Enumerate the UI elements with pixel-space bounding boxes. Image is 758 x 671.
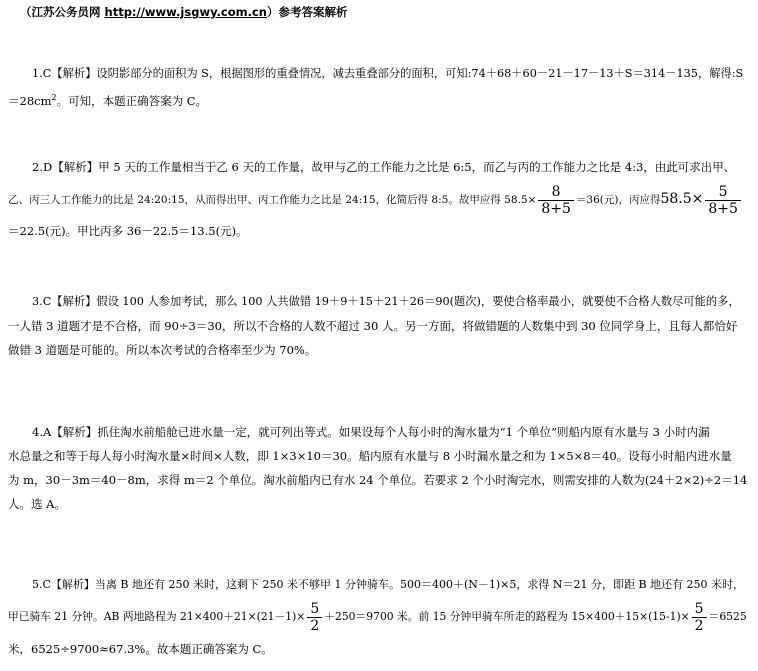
- header-suffix: ）参考答案解析: [266, 5, 348, 19]
- answer-1-area: ＝28cm: [8, 93, 52, 108]
- answer-2-text-a: 乙、丙三人工作能力的比是 24:20:15，从而得出甲、丙工作能力之比是 24:15，化简后得 8:5。故甲应得 58.5×: [8, 194, 537, 206]
- answer-2-fraction-1: [538, 184, 574, 217]
- answer-4: [8, 420, 752, 516]
- fraction-3-denominator: 2: [310, 617, 320, 634]
- answer-4-line-4: 人。选 A。: [8, 497, 66, 511]
- answer-5-line-2: [8, 597, 752, 637]
- answer-5: [8, 573, 752, 661]
- answer-2-line-1: 2.D【解析】甲 5 天的工作量相当于乙 6 天的工作量，故甲与乙的工作能力之比是 6:5，而乙与丙的工作能力之比是 4:3，由此可求出甲、: [32, 160, 736, 174]
- answer-3-line-3: 做错 3 道题是可能的。所以本次考试的合格率至少为 70%。: [8, 343, 317, 357]
- answer-1-line-1: 1.C【解析】设阴影部分的面积为 S，根据图形的重叠情况，减去重叠部分的面积，可知:74＋68＋60－21－17－13＋S＝314－135，解得:S: [32, 67, 744, 80]
- answer-5-line-1: 5.C【解析】当离 B 地还有 250 米时，这剩下 250 米不够甲 1 分钟骑车。500＝400＋(N－1)×5，求得 N＝21 分，即距 B 地还有 250 米时，: [32, 578, 745, 591]
- page-header: [20, 4, 347, 20]
- fraction-2-numerator: 5: [705, 184, 741, 201]
- answer-1-line-2: [8, 86, 752, 110]
- site-link[interactable]: http://www.jsgwy.com.cn: [104, 5, 267, 19]
- answer-5-line-3: 米，6525÷9700≈67.3%。故本题正确答案为 C。: [8, 642, 273, 656]
- fraction-1-denominator: 8+5: [541, 200, 571, 217]
- answer-2-line-2: [8, 179, 752, 219]
- answer-3: [8, 290, 752, 362]
- answer-2-line-3: ＝22.5(元)。甲比丙多 36－22.5＝13.5(元)。: [8, 224, 248, 238]
- fraction-4-numerator: 5: [692, 601, 707, 618]
- fraction-4-denominator: 2: [694, 617, 704, 634]
- answer-5-text-a: 甲已骑车 21 分钟。AB 两地路程为 21×400＋21×(21－1)×: [8, 610, 306, 623]
- answer-1-sup: 2: [51, 93, 57, 102]
- answer-4-line-1: 4.A【解析】抓住淘水前船舱已进水量一定，就可列出等式。如果设每个人每小时的淘水量为“1 个单位”则船内原有水量与 3 小时内漏: [32, 425, 710, 439]
- answer-5-fraction-1: [307, 601, 322, 634]
- answer-4-line-3: 为 m，30－3m＝40－8m，求得 m＝2 个单位。淘水前船内已有水 24 个单位。若要求 2 个小时淘完水，则需安排的人数为(24＋2×2)÷2＝14: [8, 473, 748, 487]
- answer-2-text-b: ＝36(元)，丙应得: [575, 194, 661, 206]
- answer-2: [8, 155, 752, 243]
- answer-1: [8, 62, 752, 110]
- answer-2-fraction-2: [705, 184, 741, 217]
- fraction-3-numerator: 5: [307, 601, 322, 618]
- answer-3-line-2: 一人错 3 道题才是不合格，而 90÷3＝30，所以不合格的人数不超过 30 人。另一方面，将做错题的人数集中到 30 位同学身上，且每人都恰好: [8, 319, 738, 333]
- answer-4-line-2: 水总量之和等于每人每小时淘水量×时间×人数，即 1×3×10＝30。船内原有水量与 8 小时漏水量之和为 1×5×8＝40。设每小时船内进水量: [8, 449, 732, 463]
- fraction-1-numerator: 8: [538, 184, 574, 201]
- answer-5-text-c: ＝6525: [708, 610, 747, 623]
- answer-5-text-b: ＋250＝9700 米。前 15 分钟甲骑车所走的路程为 15×400＋15×(15-1)×: [324, 610, 690, 623]
- answer-2-text-c: 58.5×: [660, 191, 704, 207]
- answer-5-fraction-2: [692, 601, 707, 634]
- answer-1-conclusion: 。可知，本题正确答案为 C。: [56, 93, 208, 108]
- fraction-2-denominator: 8+5: [708, 200, 738, 217]
- answer-3-line-1: 3.C【解析】假设 100 人参加考试，那么 100 人共做错 19＋9＋15＋21＋26＝90(题次)，要使合格率最小，就要使不合格人数尽可能的多，: [32, 295, 740, 308]
- header-prefix: （江苏公务员网: [20, 5, 105, 19]
